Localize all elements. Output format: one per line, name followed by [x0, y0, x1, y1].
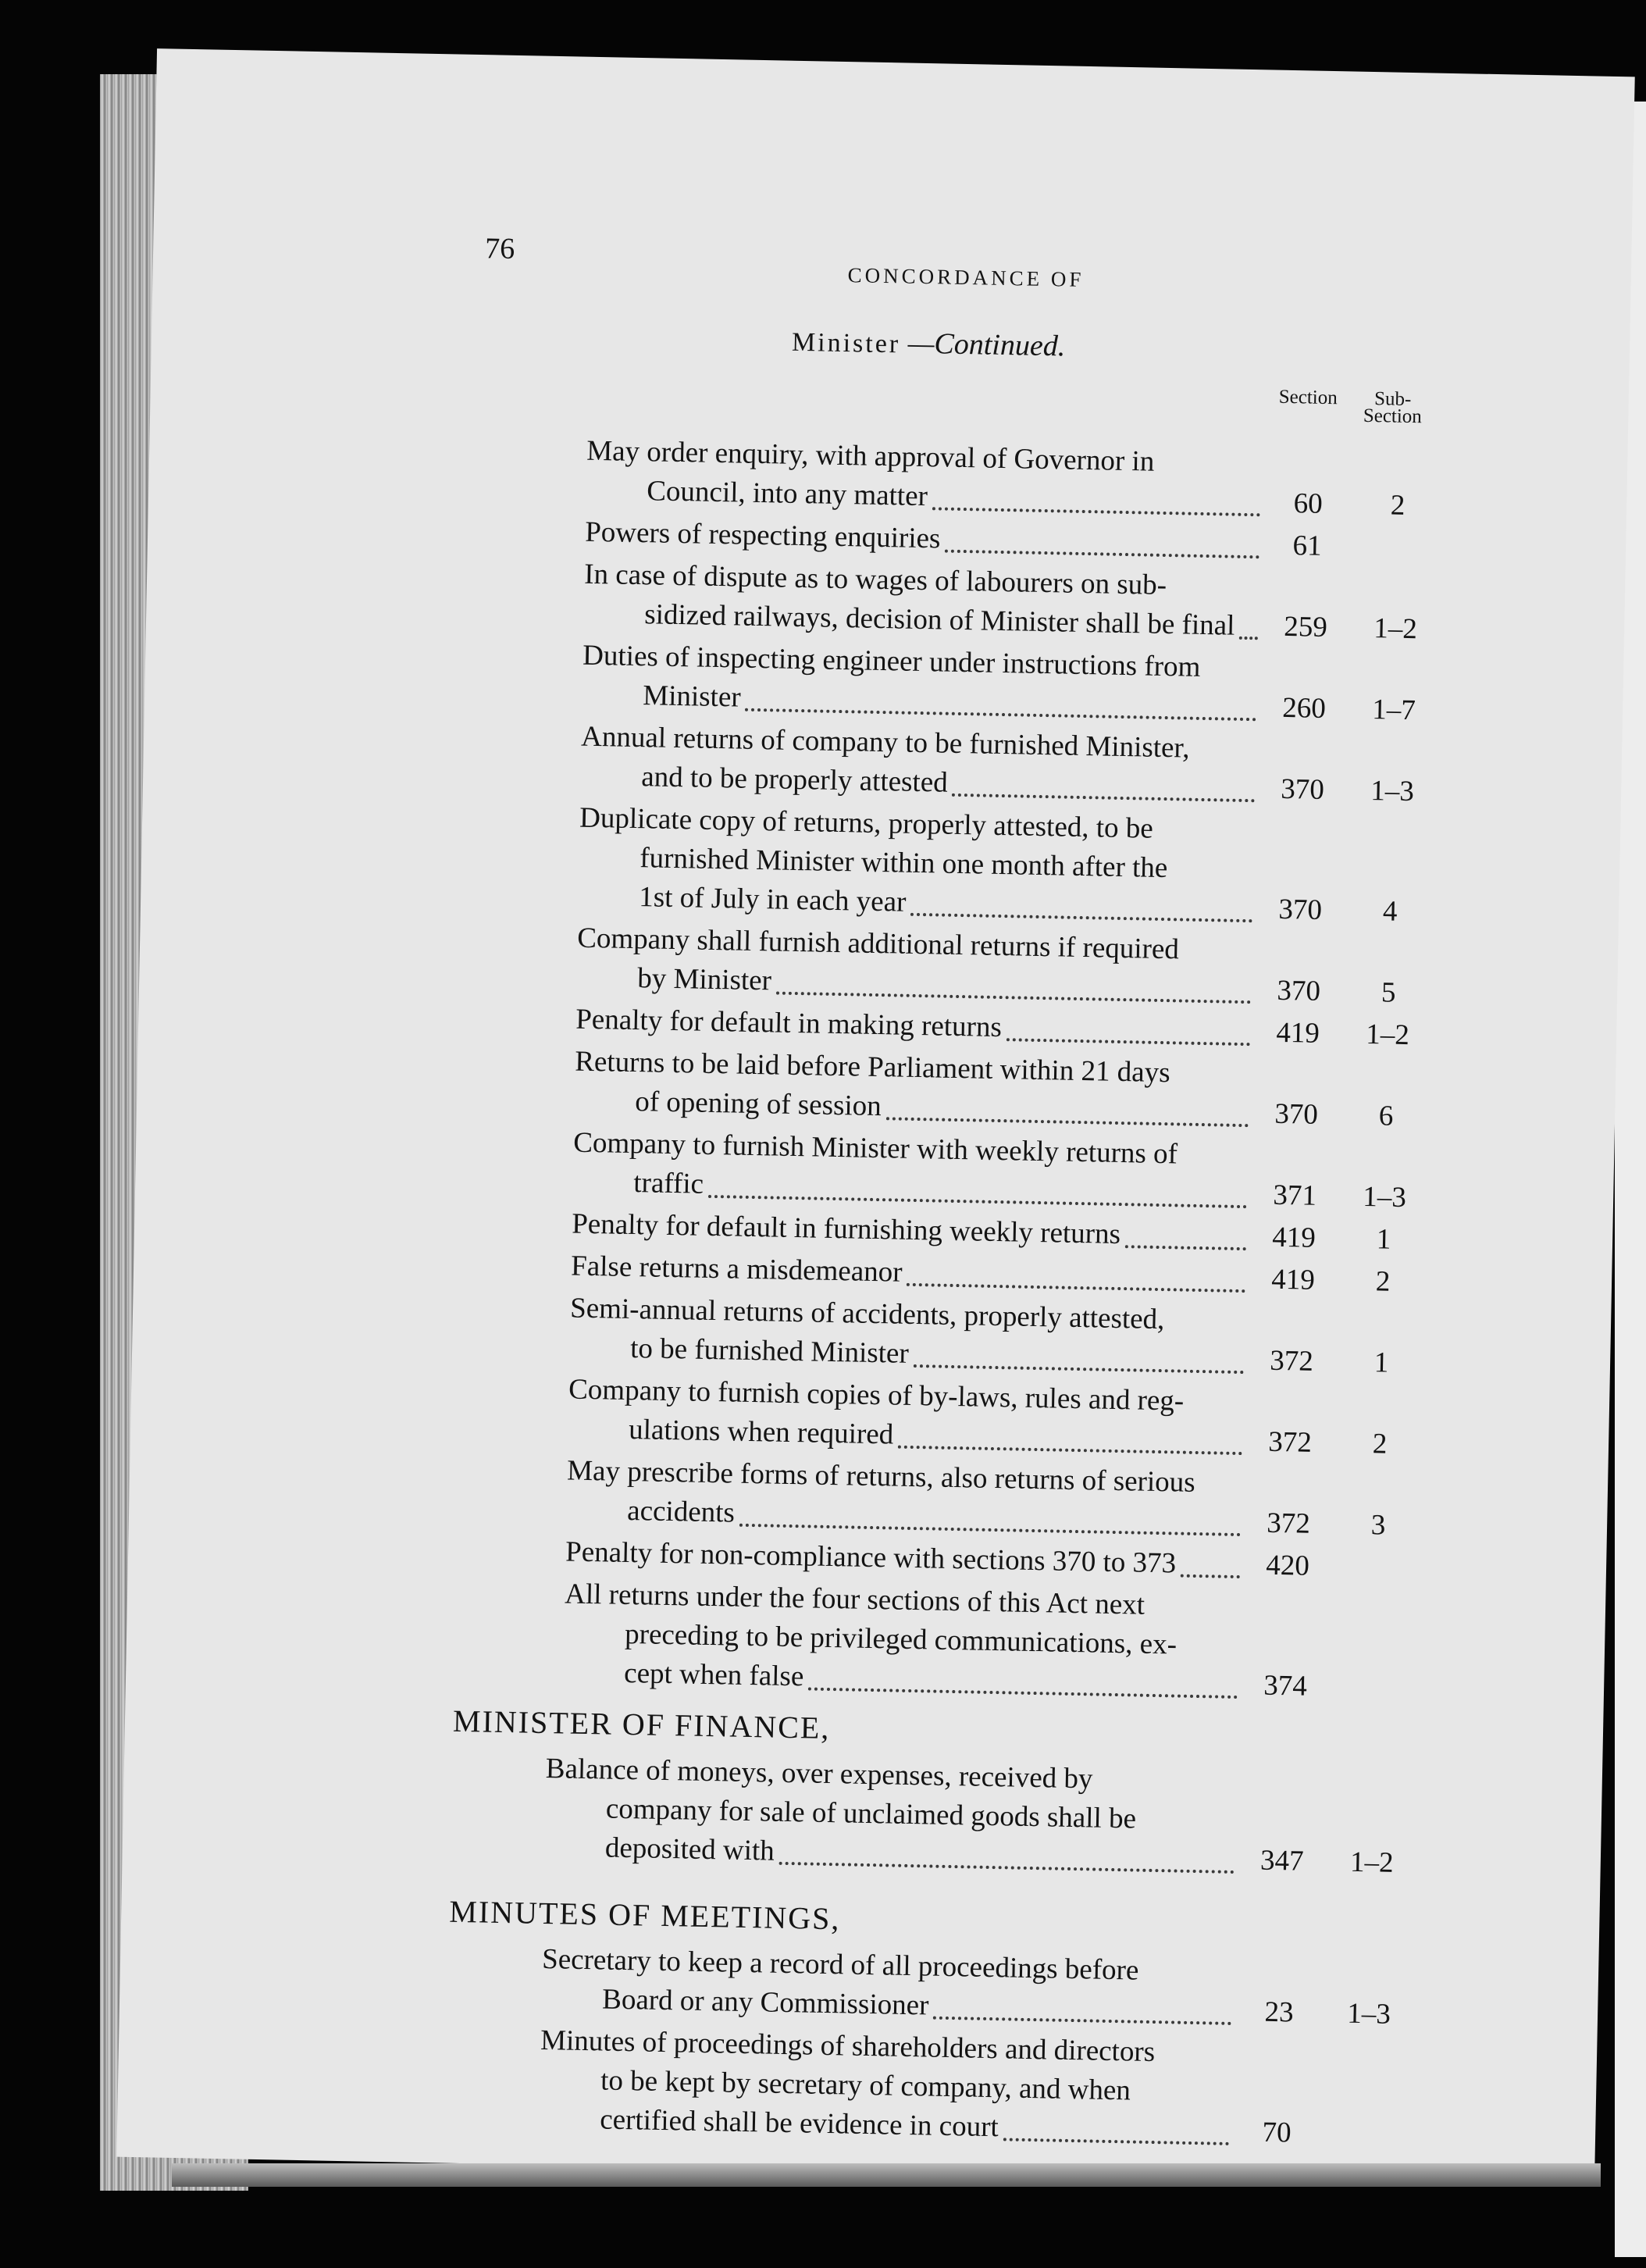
index-entry	[563, 1574, 1424, 1708]
sub-section-number: 2	[1390, 489, 1406, 522]
entry-text: Semi-annual returns of accidents, properly attested,	[569, 1292, 1165, 1336]
sub-section-number: 6	[1378, 1100, 1394, 1132]
section-number: 259	[1284, 610, 1328, 644]
index-entry	[583, 555, 1444, 650]
entry-text: May order enquiry, with approval of Governor in	[586, 434, 1155, 478]
dot-leader	[739, 1523, 1241, 1536]
sub-section-number	[1328, 1696, 1422, 1697]
sub-section-number	[1320, 2142, 1413, 2144]
dot-leader	[745, 708, 1256, 722]
entry-text: Minister	[642, 679, 742, 714]
section-number: 372	[1266, 1507, 1311, 1540]
entry-text: All returns under the four sections of this Act next	[564, 1578, 1145, 1621]
dot-leader	[1239, 636, 1258, 640]
section-number: 370	[1274, 1097, 1319, 1131]
sub-section-number: 1–2	[1373, 612, 1418, 646]
entry-text: Minutes of proceedings of shareholders and directors	[540, 2024, 1156, 2069]
dot-leader	[1181, 1574, 1240, 1578]
sub-section-number: 1	[1376, 1223, 1391, 1256]
index-entry	[576, 919, 1437, 1014]
index-entry	[541, 1940, 1417, 2034]
section-number: 420	[1265, 1549, 1310, 1582]
dot-leader	[907, 1282, 1245, 1293]
section-number: 372	[1267, 1425, 1313, 1459]
entry-text: to be furnished Minister	[629, 1332, 910, 1370]
page-number: 76	[484, 232, 515, 266]
section-number: 372	[1269, 1344, 1314, 1378]
section-number: 60	[1293, 487, 1324, 520]
entry-text: Board or any Commissioner	[601, 1983, 929, 2022]
entry-text: traffic	[632, 1167, 704, 1200]
entry-text: Penalty for default in making returns	[575, 1003, 1003, 1044]
dot-leader	[933, 2016, 1231, 2025]
dot-leader	[885, 1116, 1249, 1127]
section-number: 61	[1292, 530, 1323, 562]
column-header-sub-section	[1357, 390, 1428, 426]
dot-leader	[945, 549, 1259, 559]
entry-text: Penalty for non-compliance with sections 370 to 373	[565, 1535, 1177, 1580]
dot-leader	[808, 1686, 1238, 1699]
entry-text: Balance of moneys, over expenses, received by	[545, 1753, 1093, 1796]
section-number: 374	[1263, 1669, 1308, 1703]
entry-text: False returns a misdemeanor	[570, 1250, 903, 1289]
section-number: 419	[1271, 1221, 1316, 1254]
dot-leader	[1006, 1037, 1249, 1046]
section-number: 70	[1262, 2116, 1292, 2149]
entry-text: Company shall furnish additional returns if required	[576, 922, 1180, 966]
entry-text: Penalty for default in furnishing weekly returns	[571, 1207, 1121, 1251]
entry-text: Secretary to keep a record of all proceedings before	[541, 1942, 1139, 1987]
index-entry	[574, 1043, 1434, 1137]
sub-section-number: 4	[1382, 895, 1398, 928]
dot-leader	[898, 1445, 1242, 1455]
book-page	[116, 48, 1634, 2185]
dot-leader	[932, 506, 1260, 516]
entry-text: accidents	[626, 1494, 736, 1529]
entry-text: May prescribe forms of returns, also returns of serious	[566, 1454, 1196, 1499]
heading-minister-of-finance: MINISTER OF FINANCE,	[452, 1703, 831, 1746]
section-number: 370	[1278, 893, 1323, 926]
page-bottom-edge	[172, 2163, 1601, 2187]
section-number: 371	[1273, 1179, 1317, 1212]
section-number: 370	[1281, 772, 1325, 806]
sub-section-number	[1350, 556, 1444, 558]
entry-text: ulations when required	[628, 1414, 894, 1451]
sub-label-1: Sub-	[1373, 388, 1412, 410]
index-entry	[582, 637, 1442, 731]
column-header-section: Section	[1278, 386, 1338, 409]
entry-text: Powers of respecting enquiries	[584, 515, 941, 555]
entry-text: of opening of session	[634, 1086, 882, 1123]
entry-text: Company to furnish copies of by-laws, rules and reg-	[568, 1373, 1185, 1418]
dot-leader	[910, 912, 1252, 922]
entry-text: by Minister	[636, 962, 772, 997]
index-entry	[569, 1289, 1430, 1384]
entry-text: company for sale of unclaimed goods shall be	[605, 1792, 1137, 1835]
sub-section-number: 2	[1375, 1265, 1391, 1298]
dot-leader	[708, 1194, 1247, 1208]
page-text	[116, 48, 1634, 2185]
dot-leader	[776, 991, 1251, 1004]
section-continued-heading	[792, 324, 1066, 364]
heading-continued: —Continued.	[907, 326, 1066, 363]
entry-text: deposited with	[604, 1831, 775, 1867]
heading-minister: Minister	[791, 327, 901, 359]
running-head: CONCORDANCE OF	[847, 263, 1085, 291]
sub-section-number: 3	[1370, 1509, 1386, 1542]
entry-text: preceding to be privileged communications, ex-	[624, 1617, 1177, 1661]
sub-section-number: 1–3	[1363, 1180, 1407, 1214]
sub-section-number: 1–2	[1365, 1018, 1410, 1052]
sub-section-number	[1331, 1575, 1424, 1577]
section-number: 347	[1259, 1844, 1304, 1878]
entry-text: Council, into any matter	[646, 475, 928, 513]
entry-text: certified shall be evidence in court	[599, 2103, 999, 2144]
section-number: 260	[1282, 691, 1327, 725]
entry-text: Duties of inspecting engineer under instructions from	[582, 639, 1201, 683]
sub-section-number: 1–3	[1370, 775, 1415, 808]
entry-text: Company to furnish Minister with weekly returns of	[572, 1126, 1178, 1171]
entry-text: cept when false	[623, 1656, 804, 1693]
dot-leader	[1003, 2137, 1228, 2145]
index-entry	[568, 1371, 1428, 1465]
section-number: 370	[1277, 974, 1321, 1007]
sub-section-number: 1–7	[1371, 694, 1416, 727]
index-entry	[566, 1451, 1427, 1546]
entry-text: to be kept by secretary of company, and when	[600, 2064, 1131, 2107]
dot-leader	[1125, 1244, 1246, 1250]
index-entry	[586, 432, 1446, 526]
entry-text: sidized railways, decision of Minister shall be final	[643, 598, 1235, 642]
dot-leader	[913, 1364, 1243, 1374]
sub-section-number: 2	[1372, 1428, 1388, 1460]
dot-leader	[778, 1861, 1234, 1874]
dot-leader	[952, 793, 1255, 802]
sub-label-2: Section	[1363, 405, 1423, 428]
section-number: 23	[1264, 1995, 1294, 2029]
sub-section-number: 1–2	[1349, 1845, 1394, 1879]
index-entry	[580, 718, 1441, 812]
index-entry	[578, 799, 1439, 933]
index-entry	[539, 2021, 1416, 2155]
entry-text: Annual returns of company to be furnished Minister,	[580, 720, 1190, 765]
entry-text: 1st of July in each year	[638, 881, 907, 918]
section-number: 419	[1276, 1016, 1320, 1050]
entry-text: Duplicate copy of returns, properly attested, to be	[579, 801, 1154, 845]
index-entry	[572, 1124, 1433, 1218]
sub-section-number: 1	[1373, 1346, 1389, 1379]
index-entry	[543, 1749, 1420, 1883]
heading-minutes-of-meetings: MINUTES OF MEETINGS,	[448, 1893, 841, 1937]
sub-section-number: 5	[1381, 976, 1396, 1009]
entry-text: Returns to be laid before Parliament within 21 days	[574, 1045, 1170, 1089]
section-number: 419	[1270, 1263, 1316, 1296]
sub-section-number: 1–3	[1346, 1997, 1391, 2031]
entry-text: In case of dispute as to wages of labourers on sub-	[583, 558, 1167, 602]
entry-text: furnished Minister within one month after the	[639, 842, 1168, 885]
entry-text: and to be properly attested	[640, 761, 949, 799]
